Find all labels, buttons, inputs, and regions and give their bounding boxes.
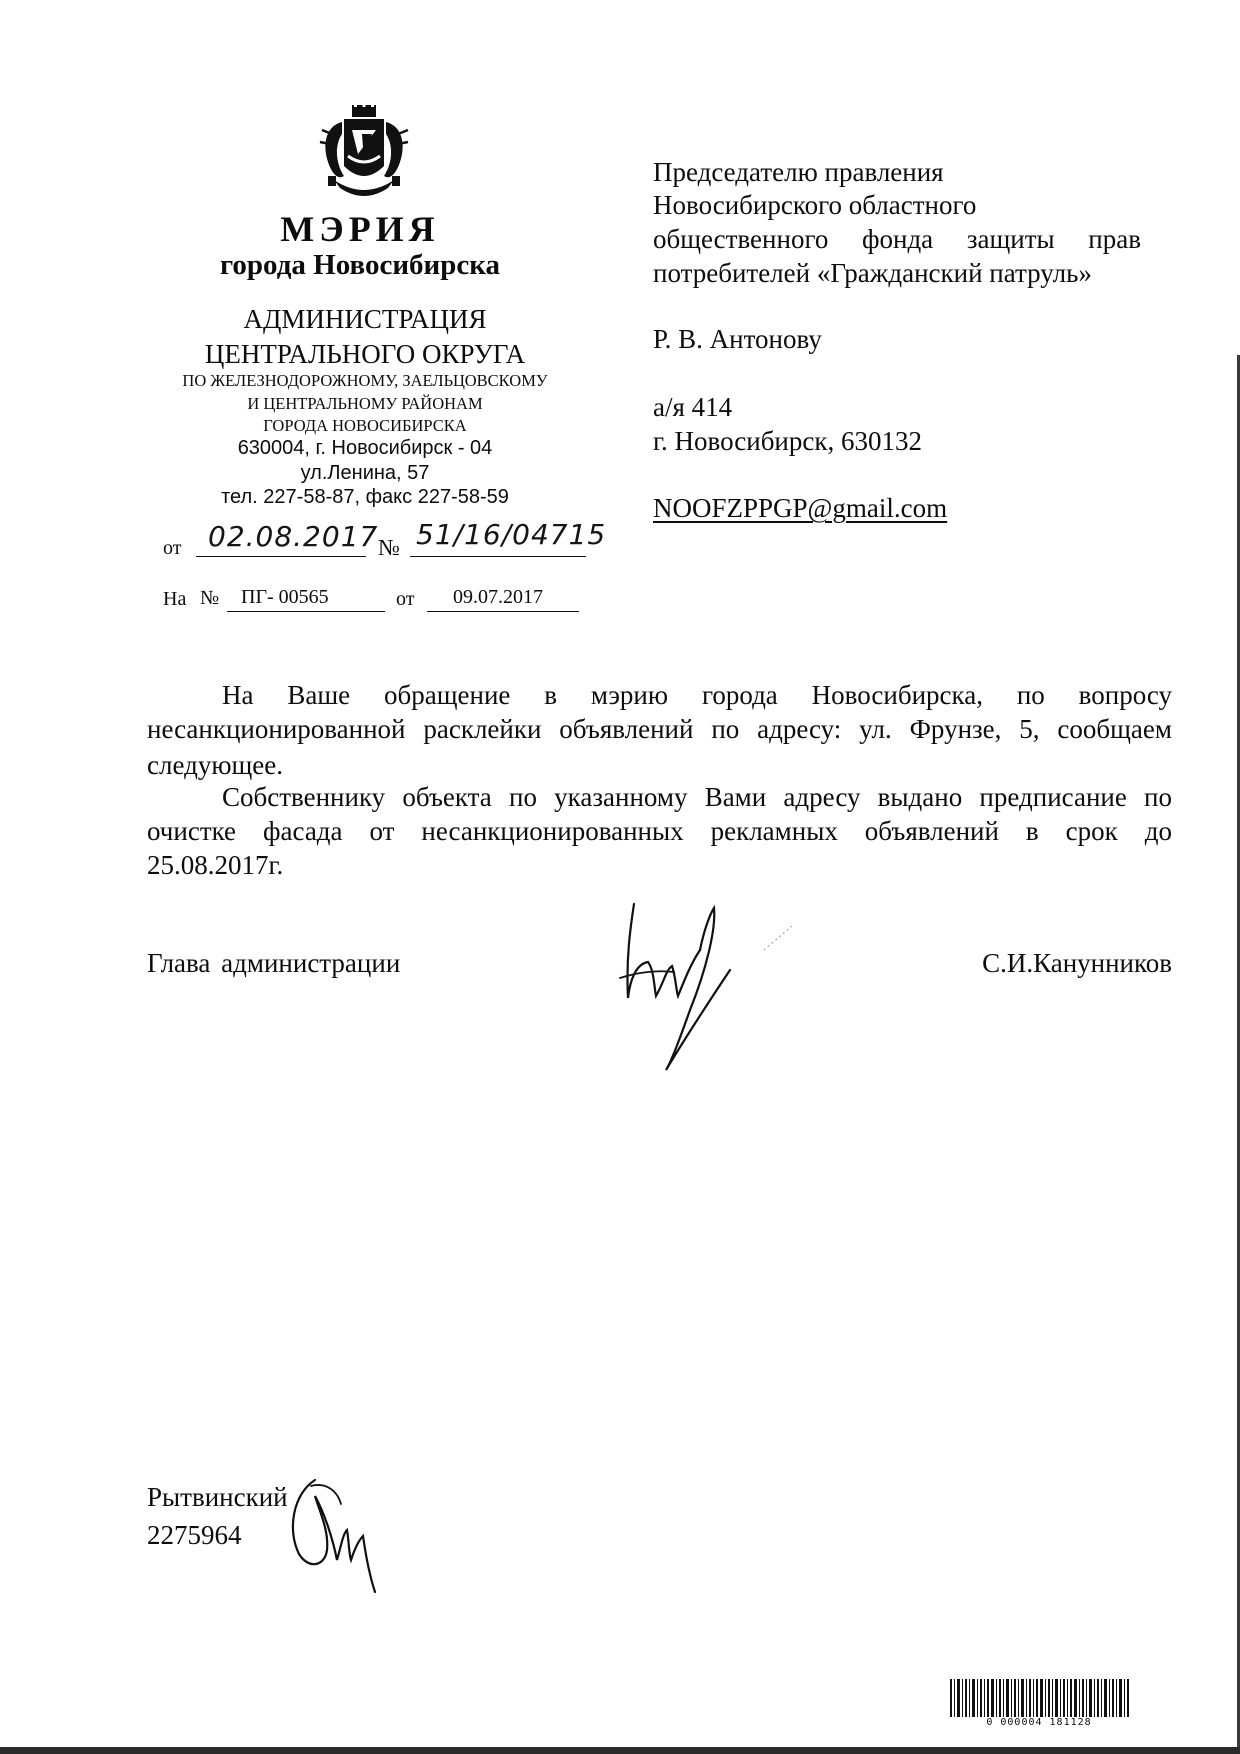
admin-title-line2: ЦЕНТРАЛЬНОГО ОКРУГА [204,339,526,369]
admin-title-line1: АДМИНИСТРАЦИЯ [243,304,487,334]
reference-number: ПГ- 00565 [241,586,329,608]
registration-number-handwritten: 51/16/04715 [416,518,607,551]
registration-date-handwritten: 02.08.2017 [208,520,379,553]
districts-line2: И ЦЕНТРАЛЬНОМУ РАЙОНАМ [247,394,483,413]
addressee-email: NOOFZPPGP@gmail.com [653,493,948,523]
addressee-city: г. Новосибирск, 630132 [653,426,922,456]
registration-from-label: от [163,537,182,559]
reference-on-label: На [163,588,187,610]
registration-date-field [196,520,379,557]
signer-position: Глава администрации [147,948,401,978]
body-p2-line1: Собственнику объекта по указанному Вами адресу выдано предписание по [222,782,1172,812]
barcode [948,1679,1130,1731]
barcode-bars-icon [948,1679,1130,1717]
reference-date: 09.07.2017 [453,586,543,608]
executor-signature-icon [285,1470,395,1595]
office-phone-line: тел. 227-58-87, факс 227-58-59 [221,486,509,508]
body-p2-line3: 25.08.2017г. [147,850,284,880]
registration-number-field [410,518,607,557]
mayor-title: МЭРИЯ [280,209,440,249]
body-p2-line2: очистке фасада от несанкционированных рекламных объявлений в срок до [147,816,1172,846]
executor-name: Рытвинский [147,1482,288,1512]
barcode-number: 0 000004 181128 [986,1717,1092,1728]
scan-edge-bottom [0,1747,1240,1754]
body-p1-line3: следующее. [147,750,284,780]
addressee-line4: потребителей «Гражданский патруль» [653,258,1092,288]
addressee-line1: Председателю правления [653,157,944,187]
reference-date-field [427,584,579,612]
office-address-line1: 630004, г. Новосибирск - 04 [237,437,493,459]
executor-phone: 2275964 [147,1520,242,1550]
office-address-line2: ул.Ленина, 57 [300,462,430,484]
districts-line3: ГОРОДА НОВОСИБИРСКА [263,416,467,435]
signer-name: С.И.Канунников [982,948,1172,978]
signature-icon [614,890,814,1080]
registration-number-label: № [378,535,400,560]
addressee-line3: общественного фонда защиты прав [653,224,1141,254]
reference-number-field [227,584,385,612]
districts-line1: ПО ЖЕЛЕЗНОДОРОЖНОМУ, ЗАЕЛЬЦОВСКОМУ [182,371,548,390]
body-p1-line1: На Ваше обращение в мэрию города Новосибирска, по вопросу [222,680,1172,710]
body-p1-line2: несанкционированной расклейки объявлений по адресу: ул. Фрунзе, 5, сообщаем [147,714,1172,744]
mayor-city: города Новосибирска [219,249,501,281]
reference-from-label: от [396,588,415,610]
addressee-po-box: а/я 414 [653,392,733,422]
addressee-line2: Новосибирского областного [653,190,977,220]
addressee-name: Р. В. Антонову [653,324,822,354]
coat-of-arms-icon [318,104,410,204]
reference-number-sign: № [200,587,220,609]
